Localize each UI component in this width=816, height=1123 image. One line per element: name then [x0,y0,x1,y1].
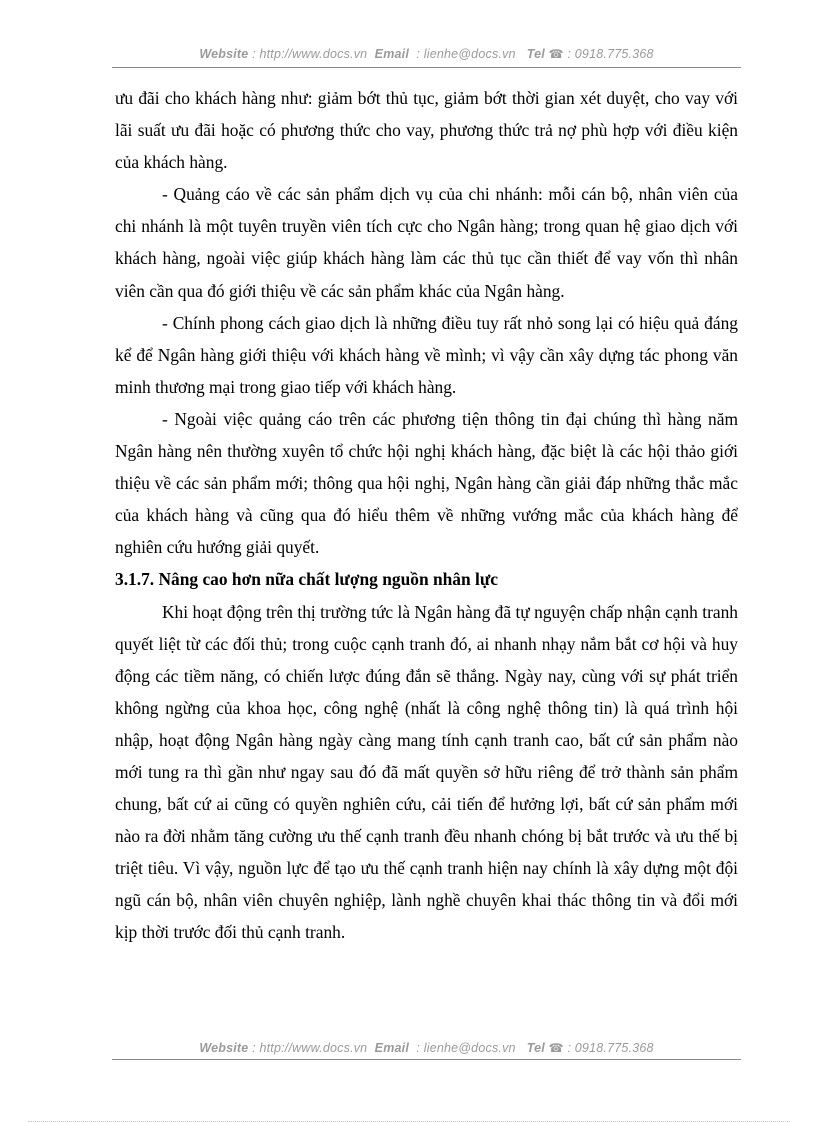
page-footer [112,1041,741,1060]
footer-email-label: Email [374,1041,410,1055]
paragraph: - Quảng cáo về các sản phẩm dịch vụ của chi nhánh: mỗi cán bộ, nhân viên của chi nhánh là một tuyên truyền viên tích cực cho Ngân hàng; trong quan hệ giao dịch với khách hàng, ngoài việc giúp khách hàng làm các thủ tục cần thiết để vay vốn thì nhân viên cần qua đó giới thiệu về các sản phẩm khác của Ngân hàng. [115,184,738,301]
section-heading: 3.1.7. Nâng cao hơn nữa chất lượng nguồn nhân lực [115,569,499,590]
paragraph: - Chính phong cách giao dịch là những điều tuy rất nhỏ song lại có hiệu quả đáng kể để Ngân hàng giới thiệu với khách hàng về mình; vì vậy cần xây dựng tác phong văn minh thương mại trong giao tiếp với khách hàng. [115,312,738,397]
header-email-value: : lienhe@docs.vn [416,47,516,61]
paragraph: - Ngoài việc quảng cáo trên các phương tiện thông tin đại chúng thì hàng năm Ngân hàng nên thường xuyên tổ chức hội nghị khách hàng, đặc biệt là các hội thảo giới thiệu về các sản phẩm mới; thông qua hội nghị, Ngân hàng cần giải đáp những thắc mắc của khách hàng và cũng qua đó hiểu thêm về những vướng mắc của khách hàng để nghiên cứu hướng giải quyết. [115,408,738,558]
document-body [115,82,738,949]
footer-website-label: Website [199,1041,249,1055]
phone-icon: ☎ [548,47,564,61]
footer-website-value: : http://www.docs.vn [252,1041,368,1055]
footer-tel-label: Tel [526,1041,545,1055]
header-tel-value: : 0918.775.368 [567,47,654,61]
paragraph: Khi hoạt động trên thị trường tức là Ngân hàng đã tự nguyện chấp nhận cạnh tranh quyết liệt từ các đối thủ; trong cuộc cạnh tranh đó, ai nhanh nhạy nắm bắt cơ hội và huy động các tiềm năng, có chiến lược đúng đắn sẽ thắng. Ngày nay, cùng với sự phát triển không ngừng của khoa học, công nghệ (nhất là công nghệ thông tin) là quá trình hội nhập, hoạt động Ngân hàng ngày càng mang tính cạnh tranh cao, bất cứ sản phẩm nào mới tung ra thì gần như ngay sau đó đã mất quyền sở hữu riêng để trở thành sản phẩm chung, bất cứ ai cũng có quyền nghiên cứu, cải tiến để hưởng lợi, bất cứ sản phẩm mới nào ra đời nhằm tăng cường ưu thế cạnh tranh đều nhanh chóng bị bắt trước và ưu thế bị triệt tiêu. Vì vậy, nguồn lực để tạo ưu thế cạnh tranh hiện nay chính là xây dựng một đội ngũ cán bộ, nhân viên chuyên nghiệp, lành nghề chuyên khai thác thông tin và đổi mới kịp thời trước đối thủ cạnh tranh. [115,601,738,943]
page-bottom-divider [28,1121,790,1122]
footer-email-value: : lienhe@docs.vn [416,1041,516,1055]
header-website-label: Website [199,47,249,61]
header-website-value: : http://www.docs.vn [252,47,368,61]
header-tel-label: Tel [526,47,545,61]
paragraph: ưu đãi cho khách hàng như: giảm bớt thủ tục, giảm bớt thời gian xét duyệt, cho vay với lãi suất ưu đãi hoặc có phương thức cho vay, phương thức trả nợ phù hợp với điều kiện của khách hàng. [115,88,738,173]
footer-tel-value: : 0918.775.368 [567,1041,654,1055]
page-header [112,47,741,68]
header-email-label: Email [374,47,410,61]
phone-icon: ☎ [548,1041,564,1055]
